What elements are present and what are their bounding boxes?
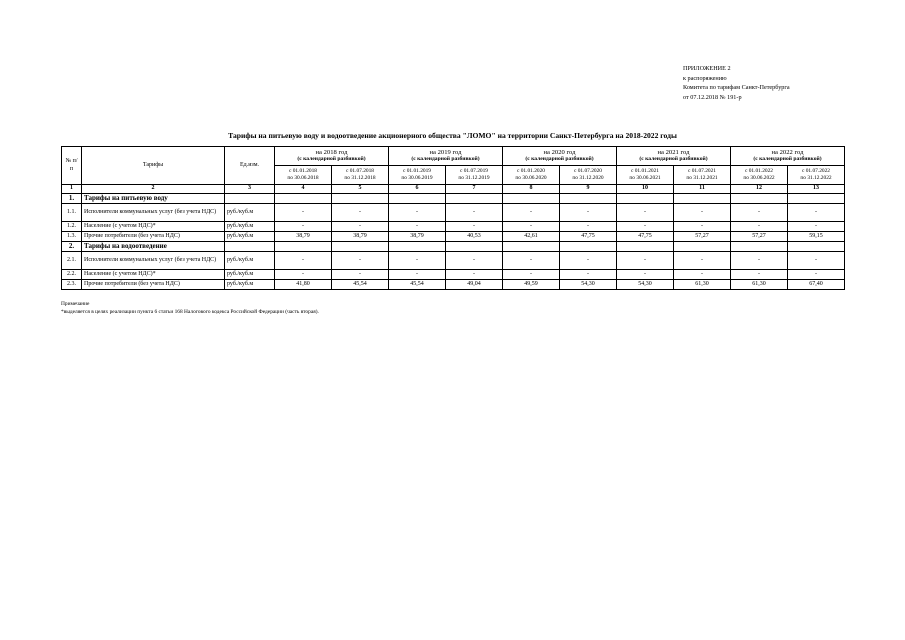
period-from: с 01.07.2018	[346, 167, 374, 174]
row-num: 2.1.	[62, 252, 82, 270]
col-number: 6	[389, 185, 446, 194]
period-from: с 01.07.2020	[574, 167, 602, 174]
value-cell: 45,54	[332, 280, 389, 290]
value-cell: 38,79	[332, 232, 389, 242]
value-cell: -	[275, 270, 332, 280]
row-label: Прочие потребители (без учета НДС)	[82, 232, 225, 242]
header-period	[731, 166, 788, 185]
row-label: Прочие потребители (без учета НДС)	[82, 280, 225, 290]
appendix-line-4: от 07.12.2018 № 191-р	[683, 93, 742, 101]
row-num: 2.3.	[62, 280, 82, 290]
col-number: 5	[332, 185, 389, 194]
value-cell: -	[560, 270, 617, 280]
period-to: по 30.06.2022	[743, 175, 775, 181]
value-cell: -	[275, 222, 332, 232]
value-cell: -	[788, 204, 845, 222]
value-cell: -	[503, 252, 560, 270]
table-row	[62, 280, 845, 290]
value-cell: -	[731, 252, 788, 270]
value-cell: -	[446, 222, 503, 232]
value-cell: 61,30	[674, 280, 731, 290]
appendix-line-1: ПРИЛОЖЕНИЕ 2	[683, 65, 731, 72]
period-to: по 31.12.2020	[572, 175, 604, 181]
row-label: Население (с учетом НДС)*	[82, 222, 225, 232]
header-num: № п/п	[62, 147, 82, 185]
value-cell: 49,04	[446, 280, 503, 290]
header-year-2022	[731, 147, 845, 166]
row-unit: руб./куб.м	[225, 232, 275, 242]
header-year-2020	[503, 147, 617, 166]
value-cell: -	[332, 204, 389, 222]
period-from: с 01.07.2021	[688, 167, 716, 174]
value-cell: -	[731, 204, 788, 222]
value-cell: 61,30	[731, 280, 788, 290]
value-cell: -	[560, 222, 617, 232]
value-cell: -	[503, 222, 560, 232]
header-tariffs: Тарифы	[82, 147, 225, 185]
value-cell: -	[560, 252, 617, 270]
row-num: 1.3.	[62, 232, 82, 242]
document-title: Тарифы на питьевую воду и водоотведение акционерного общества "ЛОМО" на территории Санкт-Петербурга на 2018-2022 годы	[228, 131, 677, 140]
col-number: 11	[674, 185, 731, 194]
value-cell: 54,30	[560, 280, 617, 290]
header-period	[332, 166, 389, 185]
header-period	[617, 166, 674, 185]
value-cell: -	[617, 204, 674, 222]
year-label: на 2020 год	[543, 148, 576, 156]
col-number: 2	[82, 185, 225, 194]
year-sub: (с календарной разбивкой)	[525, 156, 594, 162]
row-unit: руб./куб.м	[225, 204, 275, 222]
year-label: на 2021 год	[657, 148, 690, 156]
period-from: с 01.01.2018	[289, 167, 317, 174]
row-unit: руб./куб.м	[225, 252, 275, 270]
value-cell: -	[617, 270, 674, 280]
section-num: 2.	[62, 242, 82, 252]
value-cell: 45,54	[389, 280, 446, 290]
row-num: 1.1.	[62, 204, 82, 222]
header-period	[446, 166, 503, 185]
value-cell: 57,27	[731, 232, 788, 242]
value-cell: -	[389, 270, 446, 280]
period-from: с 01.01.2019	[403, 167, 431, 174]
period-to: по 31.12.2022	[800, 175, 832, 181]
year-sub: (с календарной разбивкой)	[411, 156, 480, 162]
row-num: 1.2.	[62, 222, 82, 232]
period-to: по 30.06.2019	[401, 175, 433, 181]
section-title: Тарифы на водоотведение	[82, 242, 225, 252]
year-label: на 2019 год	[429, 148, 462, 156]
value-cell: 49,59	[503, 280, 560, 290]
appendix-line-3: Комитета по тарифам Санкт-Петербурга	[683, 84, 790, 91]
section-row-water	[62, 194, 845, 204]
period-from: с 01.07.2022	[802, 167, 830, 174]
value-cell: -	[332, 270, 389, 280]
period-from: с 01.01.2022	[745, 167, 773, 174]
value-cell: 67,40	[788, 280, 845, 290]
value-cell: -	[275, 204, 332, 222]
col-number: 3	[225, 185, 275, 194]
period-from: с 01.07.2019	[460, 167, 488, 174]
value-cell: -	[389, 222, 446, 232]
header-unit: Ед.изм.	[225, 147, 275, 185]
value-cell: -	[275, 252, 332, 270]
table-row	[62, 222, 845, 232]
section-num: 1.	[62, 194, 82, 204]
value-cell: -	[560, 204, 617, 222]
header-period	[560, 166, 617, 185]
value-cell: -	[674, 204, 731, 222]
year-sub: (с календарной разбивкой)	[297, 156, 366, 162]
value-cell: -	[332, 252, 389, 270]
value-cell: 54,30	[617, 280, 674, 290]
table-row	[62, 270, 845, 280]
value-cell: -	[446, 270, 503, 280]
table-row	[62, 252, 845, 270]
value-cell: -	[332, 222, 389, 232]
value-cell: -	[674, 252, 731, 270]
appendix-line-2: к распоряжению	[683, 74, 727, 82]
column-numbers-row	[62, 185, 845, 194]
value-cell: -	[446, 204, 503, 222]
header-period	[503, 166, 560, 185]
section-row-wastewater	[62, 242, 845, 252]
value-cell: 41,80	[275, 280, 332, 290]
value-cell: -	[731, 270, 788, 280]
value-cell: -	[674, 270, 731, 280]
value-cell: 57,27	[674, 232, 731, 242]
section-title: Тарифы на питьевую воду	[82, 194, 225, 204]
value-cell: 38,79	[389, 232, 446, 242]
header-year-2018	[275, 147, 389, 166]
col-number: 8	[503, 185, 560, 194]
year-label: на 2018 год	[315, 148, 348, 156]
period-to: по 30.06.2018	[287, 175, 319, 181]
row-label: Исполнители коммунальных услуг (без учета НДС)	[82, 252, 225, 270]
value-cell: -	[617, 222, 674, 232]
header-year-2021	[617, 147, 731, 166]
period-to: по 30.06.2020	[515, 175, 547, 181]
period-to: по 31.12.2019	[458, 175, 490, 181]
value-cell: 59,15	[788, 232, 845, 242]
col-number: 12	[731, 185, 788, 194]
col-number: 1	[62, 185, 82, 194]
header-period	[389, 166, 446, 185]
col-number: 9	[560, 185, 617, 194]
row-num: 2.2.	[62, 270, 82, 280]
col-number: 7	[446, 185, 503, 194]
header-year-2019	[389, 147, 503, 166]
value-cell: 47,75	[617, 232, 674, 242]
year-sub: (с календарной разбивкой)	[753, 156, 822, 162]
header-row-years	[62, 147, 845, 166]
period-from: с 01.01.2021	[631, 167, 659, 174]
row-label: Исполнители коммунальных услуг (без учета НДС)	[82, 204, 225, 222]
table-row	[62, 232, 845, 242]
value-cell: -	[389, 204, 446, 222]
period-from: с 01.01.2020	[517, 167, 545, 174]
period-to: по 30.06.2021	[629, 175, 661, 181]
value-cell: -	[617, 252, 674, 270]
col-number: 10	[617, 185, 674, 194]
value-cell: -	[446, 252, 503, 270]
header-period	[788, 166, 845, 185]
value-cell: -	[788, 222, 845, 232]
value-cell: -	[503, 204, 560, 222]
value-cell: -	[788, 270, 845, 280]
header-period	[674, 166, 731, 185]
value-cell: 47,75	[560, 232, 617, 242]
header-period	[275, 166, 332, 185]
value-cell: 38,79	[275, 232, 332, 242]
year-label: на 2022 год	[771, 148, 804, 156]
table-row	[62, 204, 845, 222]
value-cell: -	[503, 270, 560, 280]
value-cell: -	[731, 222, 788, 232]
value-cell: 40,53	[446, 232, 503, 242]
row-unit: руб./куб.м	[225, 270, 275, 280]
appendix-block	[683, 64, 790, 102]
row-unit: руб./куб.м	[225, 222, 275, 232]
notes-text: *выделяется в целях реализации пункта 6 статьи 168 Налогового кодекса Российской Федерации (часть вторая).	[61, 308, 319, 315]
notes-heading: Примечание	[61, 301, 90, 307]
value-cell: -	[674, 222, 731, 232]
row-label: Население (с учетом НДС)*	[82, 270, 225, 280]
value-cell: 42,61	[503, 232, 560, 242]
tariffs-table	[61, 146, 845, 290]
value-cell: -	[389, 252, 446, 270]
value-cell: -	[788, 252, 845, 270]
year-sub: (с календарной разбивкой)	[639, 156, 708, 162]
notes-block	[61, 301, 319, 316]
period-to: по 31.12.2021	[686, 175, 718, 181]
col-number: 4	[275, 185, 332, 194]
col-number: 13	[788, 185, 845, 194]
row-unit: руб./куб.м	[225, 280, 275, 290]
period-to: по 31.12.2018	[344, 175, 376, 181]
